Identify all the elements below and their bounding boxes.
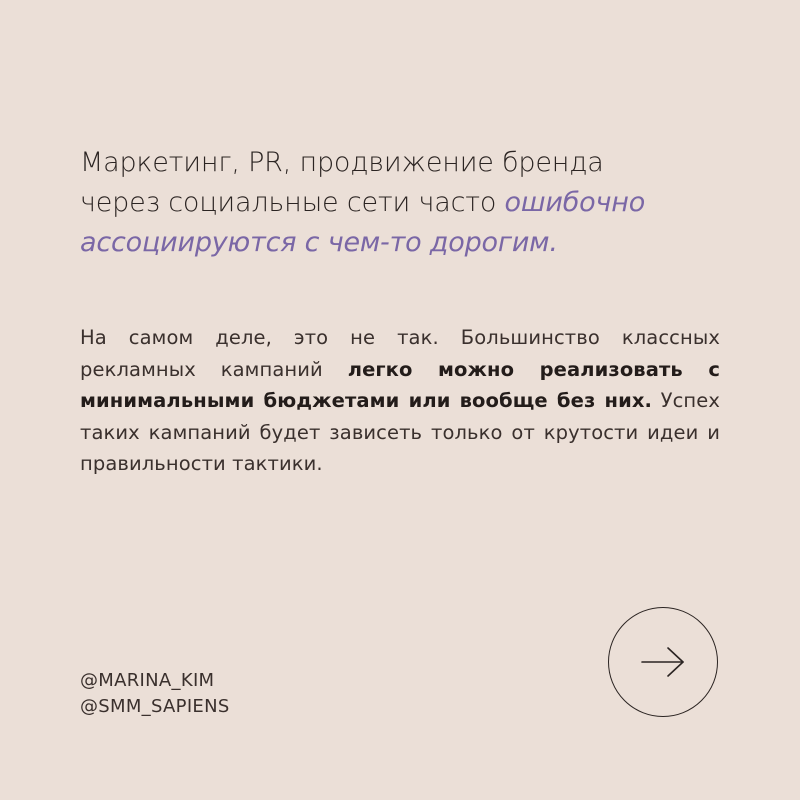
body-text-bold: легко можно реализовать с минимальными бюджетами или вообще без них. — [80, 357, 720, 412]
author-handles — [80, 668, 230, 720]
handle-smm-sapiens: @SMM_SAPIENS — [80, 696, 230, 717]
next-button[interactable] — [608, 607, 718, 717]
headline-line-1: Маркетинг, PR, продвижение бренда — [80, 147, 604, 178]
headline-accent-2: ассоциируются с чем-то дорогим. — [80, 227, 558, 258]
arrow-right-icon — [641, 647, 685, 677]
body-paragraph — [80, 322, 720, 480]
headline-accent-1: ошибочно — [504, 187, 646, 218]
body-text-part-1: На самом деле, это не так. Большинство классных рекламных кампаний — [80, 326, 720, 381]
headline — [80, 143, 730, 263]
headline-line-2: через социальные сети часто — [80, 187, 505, 218]
body-text-part-2: Успех таких кампаний будет зависеть только от крутости идеи и правильности тактики. — [80, 389, 720, 475]
handle-marina-kim: @MARINA_KIM — [80, 670, 215, 691]
